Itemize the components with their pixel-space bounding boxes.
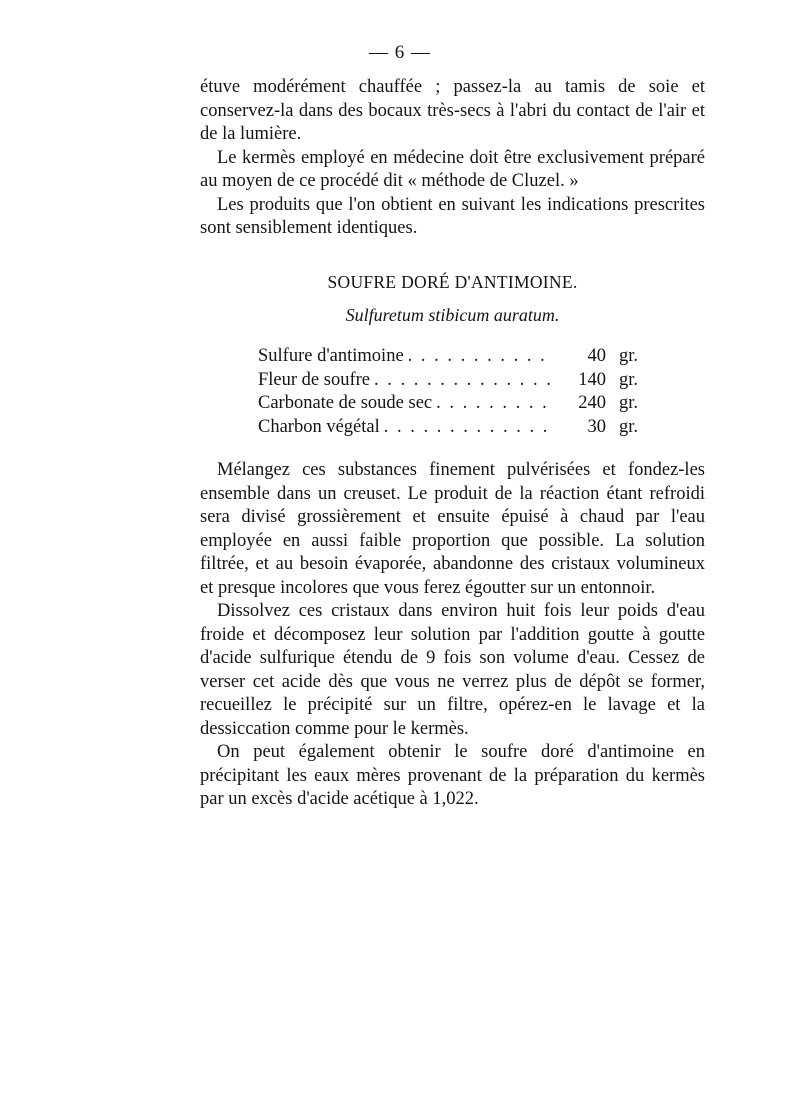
paragraph: Dissolvez ces cristaux dans environ huit fois leur poids d'eau froide et décomposez leur solution par l'addition goutte à goutte d'acide sulfurique étendu de 9 fois son volume d'eau. Cessez de verser cet acide dès que vous ne verrez plus de dépôt se former, recueillez le précipité sur un filtre, opérez-en le lavage et la dessiccation comme pour le kermès. <box>200 601 705 739</box>
dot-leader <box>432 392 554 416</box>
intro-text <box>200 76 705 241</box>
ingredient-name: Charbon végétal <box>258 416 380 437</box>
section-title: SOUFRE DORÉ D'ANTIMOINE. <box>327 272 578 292</box>
ingredient-unit: gr. <box>618 346 638 366</box>
ingredient-quantity: 30 <box>587 416 606 437</box>
ingredient-quantity: 40 <box>587 346 606 366</box>
latin-name: Sulfuretum stibicum auratum. <box>345 305 560 325</box>
paragraph: Les produits que l'on obtient en suivant les indications prescrites sont sensiblement identiques. <box>200 194 705 238</box>
ingredient-name: Sulfure d'antimoine <box>258 346 404 366</box>
ingredient-unit: gr. <box>618 416 638 437</box>
recipe-item <box>258 416 638 440</box>
recipe-item <box>258 392 638 416</box>
paragraph: On peut également obtenir le soufre doré d'antimoine en précipitant les eaux mères provenant de la préparation du kermès par un excès d'acide acétique à 1,022. <box>200 742 705 809</box>
dot-leader <box>380 416 554 440</box>
recipe-list <box>258 345 638 439</box>
recipe-item <box>258 369 638 393</box>
paragraph: Le kermès employé en médecine doit être exclusivement préparé au moyen de ce procédé dit « méthode de Cluzel. » <box>200 147 705 191</box>
ingredient-name: Fleur de soufre <box>258 369 370 390</box>
body-text <box>200 459 705 812</box>
ingredient-unit: gr. <box>618 393 638 413</box>
paragraph: étuve modérément chauffée ; passez-la au tamis de soie et conservez-la dans des bocaux très-secs à l'abri du contact de l'air et de la lumière. <box>200 77 705 144</box>
recipe-item <box>258 345 638 369</box>
ingredient-quantity: 240 <box>578 393 606 413</box>
ingredient-unit: gr. <box>618 369 638 390</box>
page-number: — 6 — <box>369 42 431 63</box>
paragraph: Mélangez ces substances finement pulvérisées et fondez-les ensemble dans un creuset. Le produit de la réaction étant refroidi sera divisé grossièrement et ensuite épuisé à chaud par l'eau employée en aussi faible proportion que possible. La solution filtrée, et au besoin évaporée, abandonne des cristaux volumineux et presque incolores que vous ferez égoutter sur un entonnoir. <box>200 460 705 598</box>
ingredient-quantity: 140 <box>578 369 606 390</box>
ingredient-name: Carbonate de soude sec <box>258 393 433 413</box>
dot-leader <box>370 369 554 393</box>
dot-leader <box>404 345 554 369</box>
